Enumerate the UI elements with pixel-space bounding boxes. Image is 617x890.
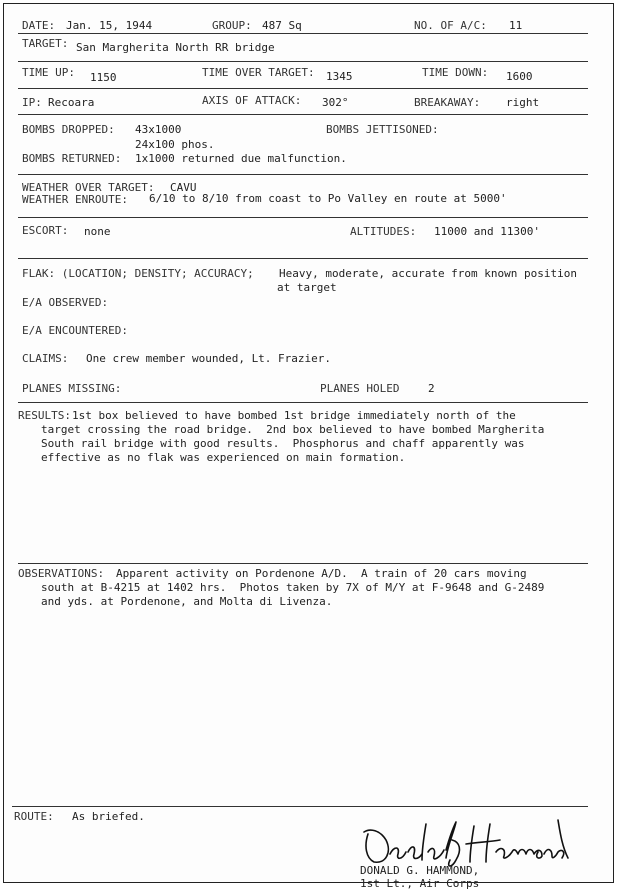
date-value: Jan. 15, 1944 [66,19,153,32]
altitudes-value: 11000 and 11300' [434,225,540,238]
observations-line: and yds. at Pordenone, and Molta di Livenza. [41,595,333,608]
signature-name: DONALD G. HAMMOND, [360,864,480,877]
escort-value: none [84,225,111,238]
time-over-target-label: TIME OVER TARGET: [202,66,315,79]
planes-holed-label: PLANES HOLED [320,382,400,395]
bombs-dropped-value: 43x1000 [135,123,182,136]
mission-report-form [3,3,614,890]
time-up-value: 1150 [90,71,117,84]
claims-value: One crew member wounded, Lt. Frazier. [86,352,332,365]
breakaway-label: BREAKAWAY: [414,96,481,109]
results-line: target crossing the road bridge. 2nd box believed to have bombed Margherita [41,423,545,436]
results-line: 1st box believed to have bombed 1st bridge immediately north of the [72,409,516,422]
date-label: DATE: [22,19,56,32]
bombs-returned-value: 1x1000 returned due malfunction. [135,152,347,165]
rule [18,402,588,403]
rule [18,563,588,564]
signature-rank: 1st Lt., Air Corps [360,877,480,890]
bombs-jettisoned-label: BOMBS JETTISONED: [326,123,439,136]
results-line: effective as no flak was experienced on main formation. [41,451,406,464]
time-down-value: 1600 [506,70,533,83]
target-label: TARGET: [22,37,69,50]
axis-of-attack-label: AXIS OF ATTACK: [202,94,302,107]
claims-label: CLAIMS: [22,352,69,365]
axis-of-attack-value: 302° [322,96,349,109]
target-value: San Margherita North RR bridge [76,41,275,54]
ea-encountered-label: E/A ENCOUNTERED: [22,324,128,337]
time-over-target-value: 1345 [326,70,353,83]
group-value: 487 Sq [262,19,302,32]
rule [18,114,588,115]
no-ac-value: 11 [509,19,523,32]
rule [18,217,588,218]
bombs-dropped-label: BOMBS DROPPED: [22,123,115,136]
weather-over-target-value: CAVU [170,181,197,194]
results-line: South rail bridge with good results. Phosphorus and chaff apparently was [41,437,525,450]
route-value: As briefed. [72,810,145,823]
planes-holed-value: 2 [428,382,435,395]
ea-observed-label: E/A OBSERVED: [22,296,109,309]
rule [12,806,588,807]
altitudes-label: ALTITUDES: [350,225,417,238]
group-label: GROUP: [212,19,252,32]
weather-enroute-value: 6/10 to 8/10 from coast to Po Valley en route at 5000' [149,192,507,205]
escort-label: ESCORT: [22,224,69,237]
results-label: RESULTS: [18,409,71,422]
flak-value: Heavy, moderate, accurate from known position [279,267,578,280]
time-up-label: TIME UP: [22,66,75,79]
ip-label: IP: [22,96,42,109]
rule [18,88,588,89]
weather-over-target-label: WEATHER OVER TARGET: [22,181,155,194]
observations-label: OBSERVATIONS: [18,567,105,580]
route-label: ROUTE: [14,810,54,823]
flak-label: FLAK: (LOCATION; DENSITY; ACCURACY; [22,267,254,280]
rule [18,61,588,62]
rule [18,33,588,34]
no-ac-label: NO. OF A/C: [414,19,487,32]
time-down-label: TIME DOWN: [422,66,489,79]
bombs-dropped-phos: 24x100 phos. [135,138,215,151]
planes-missing-label: PLANES MISSING: [22,382,122,395]
observations-line: Apparent activity on Pordenone A/D. A train of 20 cars moving [116,567,527,580]
flak-value-cont: at target [277,281,337,294]
rule [18,174,588,175]
weather-enroute-label: WEATHER ENROUTE: [22,193,128,206]
bombs-returned-label: BOMBS RETURNED: [22,152,122,165]
rule [18,258,588,259]
ip-value: Recoara [48,96,95,109]
observations-line: south at B-4215 at 1402 hrs. Photos taken by 7X of M/Y at F-9648 and G-2489 [41,581,545,594]
breakaway-value: right [506,96,540,109]
